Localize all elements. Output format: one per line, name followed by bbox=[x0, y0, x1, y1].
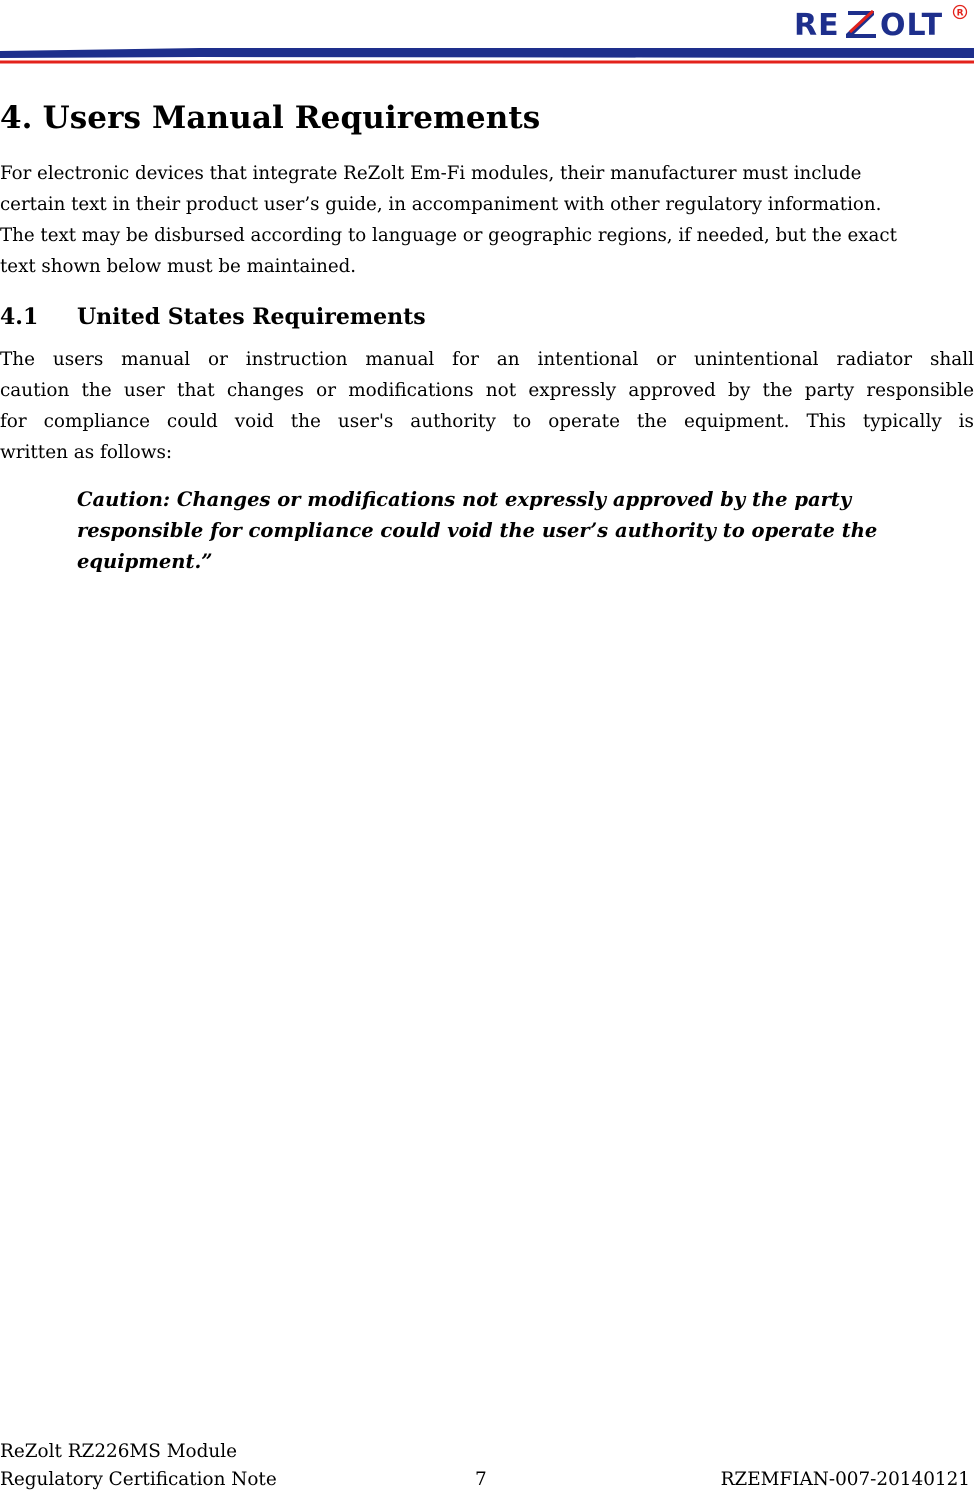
intro-paragraph bbox=[0, 158, 974, 282]
body-line: The users manual or instruction manual for an intentional or unintentional radiator shall bbox=[0, 349, 974, 370]
caution-line: responsible for compliance could void the user’s authority to operate the bbox=[77, 519, 878, 542]
intro-line: certain text in their product user’s guide, in accompaniment with other regulatory information. bbox=[0, 194, 882, 215]
section-title: Users Manual Requirements bbox=[42, 100, 541, 136]
page-number: 7 bbox=[475, 1469, 487, 1490]
caution-statement bbox=[77, 484, 957, 577]
section-number: 4. bbox=[0, 100, 33, 136]
footer-product: ReZolt RZ226MS Module bbox=[0, 1441, 237, 1462]
svg-text:RE: RE bbox=[794, 8, 840, 42]
svg-text:OLT: OLT bbox=[880, 8, 944, 42]
footer-left bbox=[0, 1438, 277, 1494]
body-line: caution the user that changes or modifications not expressly approved by the party responsible bbox=[0, 380, 974, 401]
subsection-title: United States Requirements bbox=[77, 304, 426, 330]
body-line: written as follows: bbox=[0, 442, 173, 463]
body-line: for compliance could void the user's authority to operate the equipment. This typically is bbox=[0, 411, 974, 432]
us-requirements-paragraph bbox=[0, 344, 974, 468]
intro-line: For electronic devices that integrate ReZolt Em-Fi modules, their manufacturer must include bbox=[0, 163, 862, 184]
section-heading bbox=[0, 96, 540, 140]
caution-line: equipment.” bbox=[77, 550, 213, 573]
rezolt-logo bbox=[790, 2, 970, 42]
intro-line: text shown below must be maintained. bbox=[0, 256, 357, 277]
subsection-number: 4.1 bbox=[0, 304, 39, 330]
subsection-heading bbox=[0, 300, 426, 334]
caution-line: Caution: Changes or modifications not expressly approved by the party bbox=[77, 488, 852, 511]
document-id: RZEMFIAN-007-20140121 bbox=[720, 1469, 970, 1490]
svg-text:R: R bbox=[956, 8, 964, 19]
footer-doc-type: Regulatory Certification Note bbox=[0, 1469, 277, 1490]
header-bar bbox=[0, 45, 974, 65]
intro-line: The text may be disbursed according to language or geographic regions, if needed, but the exact bbox=[0, 225, 897, 246]
